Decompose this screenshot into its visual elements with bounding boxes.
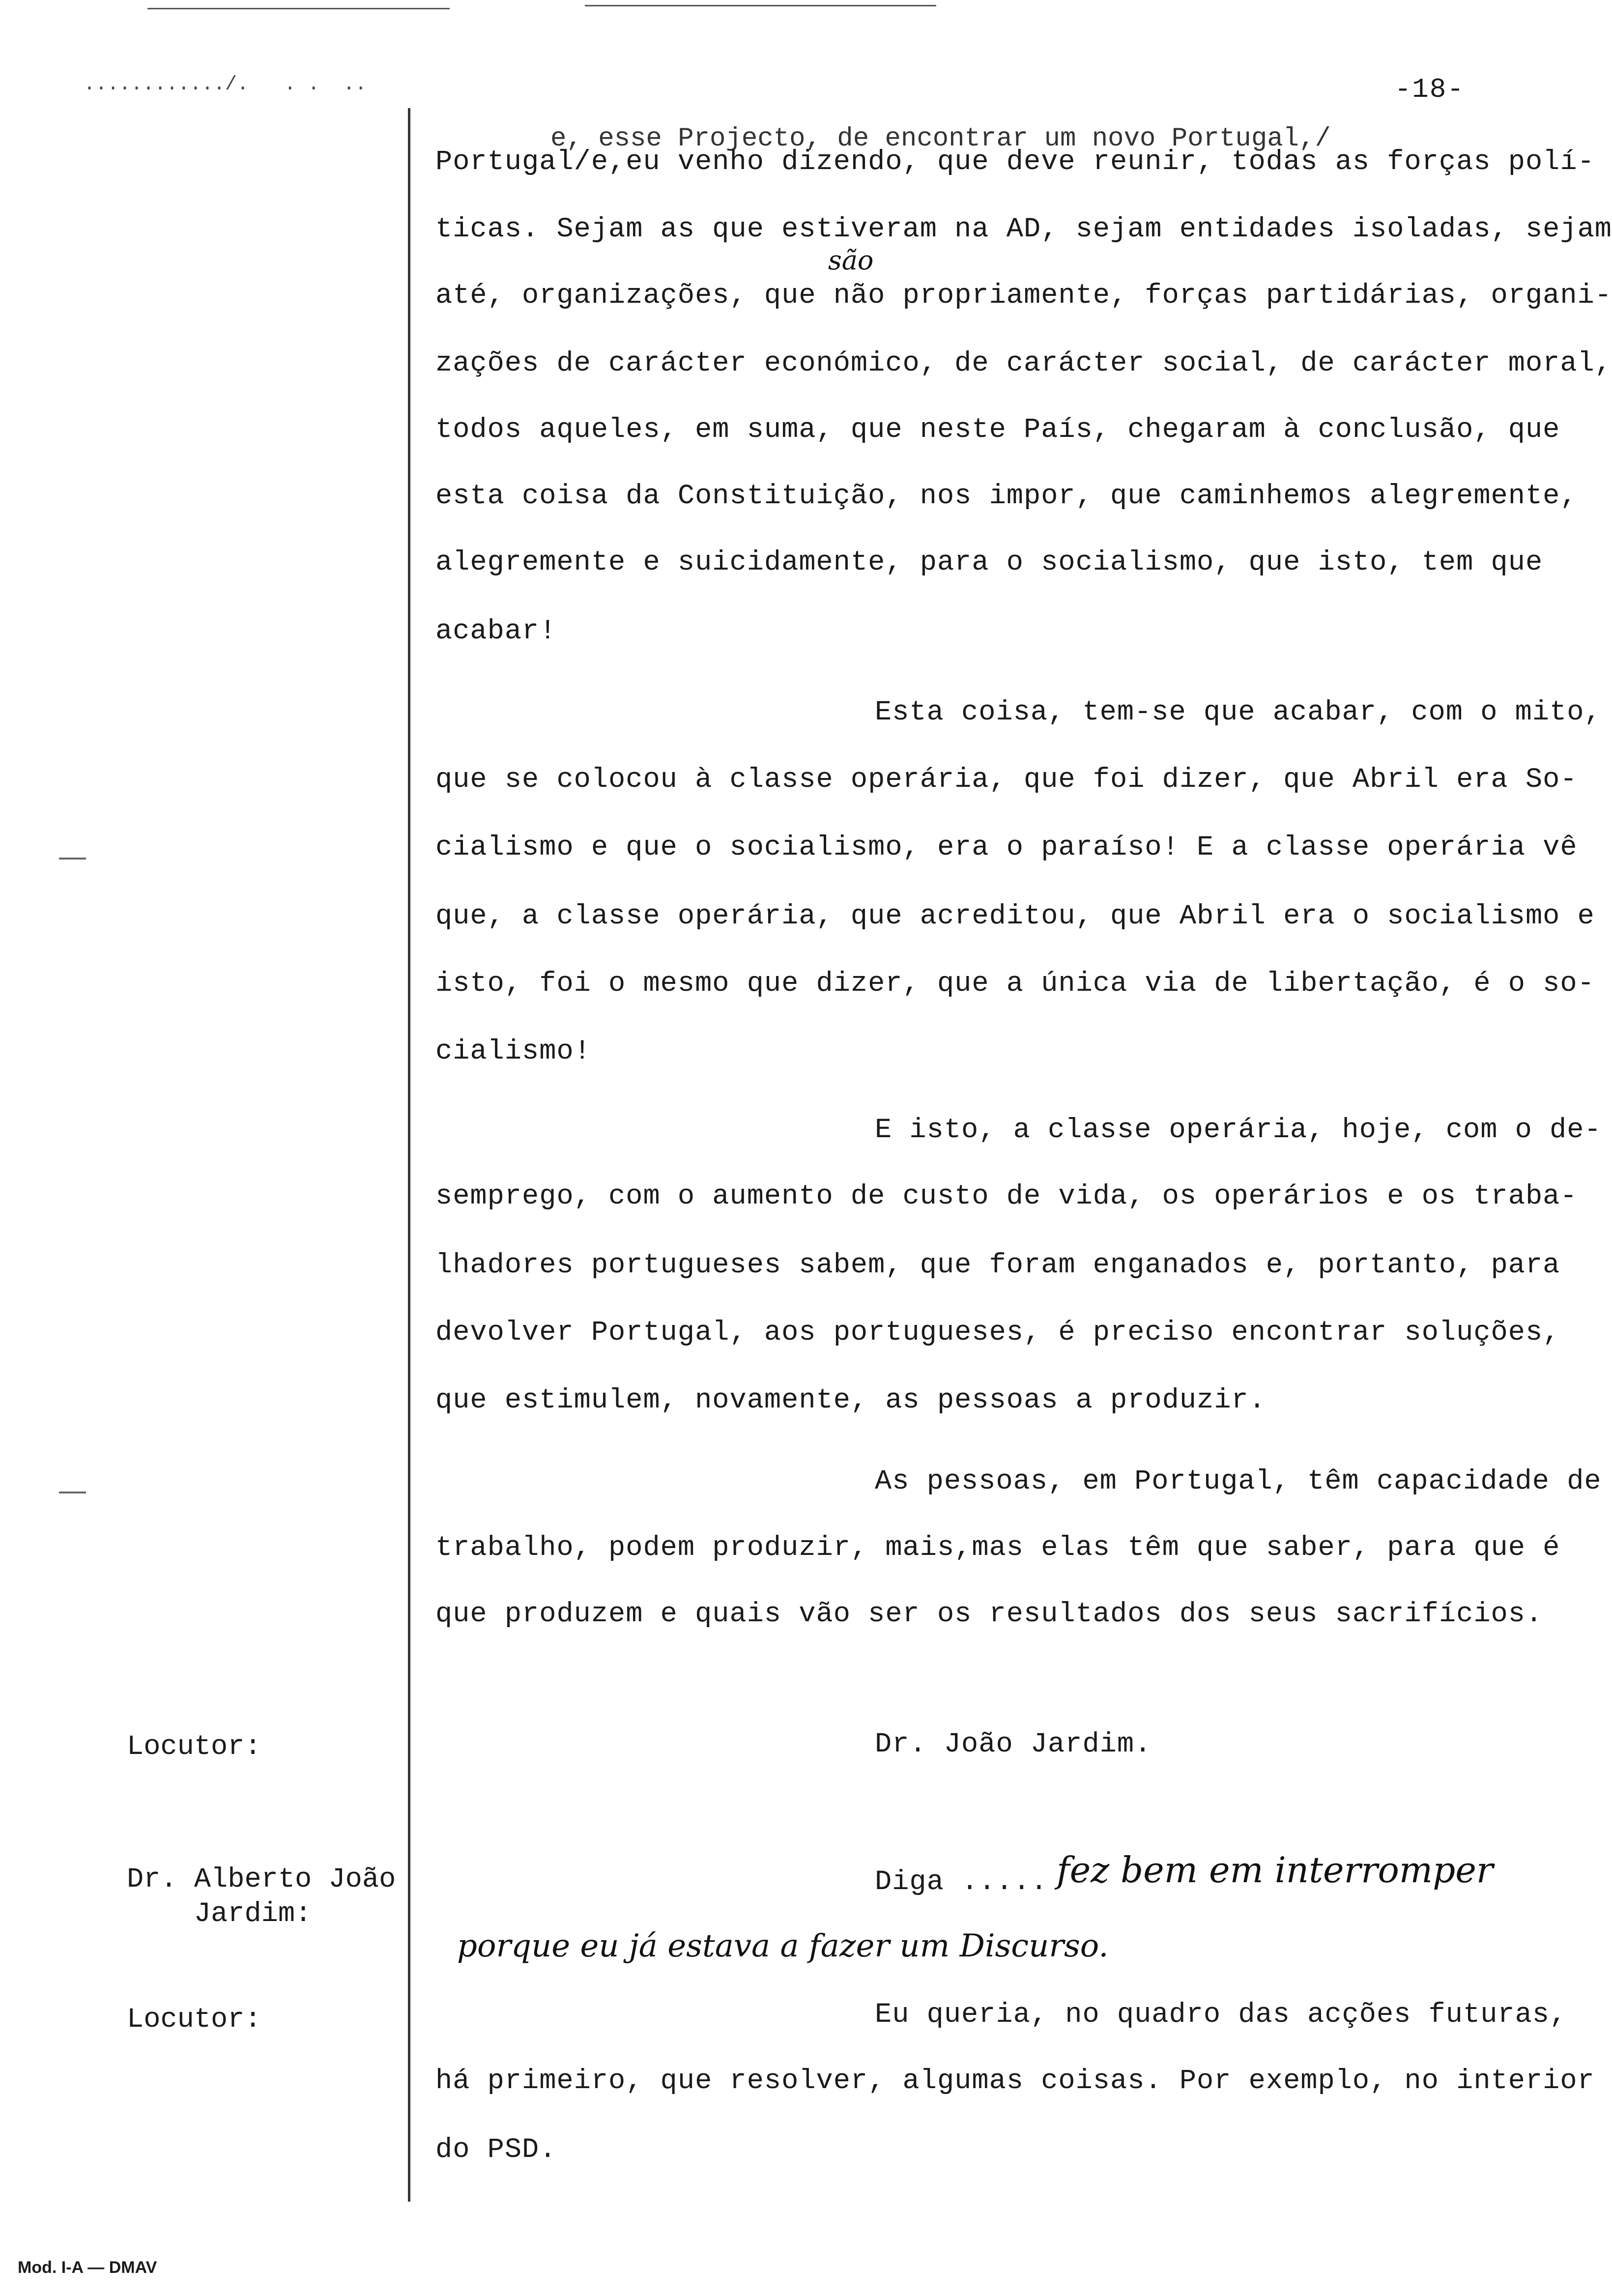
text-line: zações de carácter económico, de carácter social, de carácter moral, (435, 348, 1612, 379)
margin-line (408, 108, 410, 2202)
margin-dash (59, 1492, 86, 1493)
margin-dash (59, 858, 86, 860)
speaker-reply: Diga ..... (875, 1866, 1048, 1898)
speaker-label-locutor: Locutor: (127, 2004, 261, 2036)
speaker-reply: Dr. João Jardim. (875, 1729, 1152, 1760)
page-number: -18- (1394, 74, 1465, 105)
speaker-label-alberto: Dr. Alberto João Jardim: (127, 1864, 396, 1930)
text-line: trabalho, podem produzir, mais,mas elas têm que saber, para que é (435, 1532, 1560, 1564)
paragraph-start: Esta coisa, tem-se que acabar, com o mito, (875, 697, 1602, 728)
margin-correction: são (828, 245, 874, 276)
text-line: Portugal/e,eu venho dizendo, que deve reunir, todas as forças polí- (435, 146, 1595, 178)
text-line: que produzem e quais vão ser os resultados dos seus sacrifícios. (435, 1599, 1543, 1630)
text-line: lhadores portugueses sabem, que foram enganados e, portanto, para (435, 1250, 1560, 1281)
form-code: Mod. I-A — DMAV (18, 2258, 157, 2277)
text-line: cialismo e que o socialismo, era o paraíso! E a classe operária vê (435, 832, 1578, 863)
top-rule-left (147, 8, 450, 9)
text-line: acabar! (435, 616, 557, 647)
speaker-label-locutor: Locutor: (127, 1731, 261, 1763)
text-line: semprego, com o aumento de custo de vida, os operários e os traba- (435, 1181, 1578, 1212)
interlinear-insert: e, esse Projecto, de encontrar um novo Portugal,/ (550, 124, 1331, 154)
paragraph-start: E isto, a classe operária, hoje, com o de- (875, 1115, 1602, 1146)
text-line: alegremente e suicidamente, para o socialismo, que isto, tem que (435, 547, 1543, 578)
text-line: que se colocou à classe operária, que foi dizer, que Abril era So- (435, 764, 1578, 796)
text-line: isto, foi o mesmo que dizer, que a única via de libertação, é o so- (435, 968, 1595, 1000)
text-line: devolver Portugal, aos portugueses, é preciso encontrar soluções, (435, 1317, 1560, 1349)
handwritten-note-2: porque eu já estava a fazer um Discurso. (457, 1928, 1109, 1964)
text-line: até, organizações, que não propriamente, forças partidárias, organi- (435, 280, 1612, 312)
margin-mark: ............/. . . .. (84, 74, 367, 96)
handwritten-note-1: fez bem em interromper (1057, 1849, 1494, 1891)
text-line: cialismo! (435, 1036, 591, 1067)
paragraph-start: As pessoas, em Portugal, têm capacidade de (875, 1466, 1602, 1497)
text-line: esta coisa da Constituição, nos impor, que caminhemos alegremente, (435, 481, 1578, 512)
text-line: há primeiro, que resolver, algumas coisas. Por exemplo, no interior (435, 2066, 1595, 2097)
text-line: ticas. Sejam as que estiveram na AD, sejam entidades isoladas, sejam (435, 214, 1612, 245)
text-line: todos aqueles, em suma, que neste País, chegaram à conclusão, que (435, 414, 1560, 446)
text-line: que, a classe operária, que acreditou, que Abril era o socialismo e (435, 901, 1595, 932)
top-rule-right (585, 5, 936, 6)
text-line: do PSD. (435, 2134, 557, 2166)
paragraph-start: Eu queria, no quadro das acções futuras, (875, 1999, 1567, 2031)
text-line: que estimulem, novamente, as pessoas a produzir. (435, 1385, 1266, 1416)
